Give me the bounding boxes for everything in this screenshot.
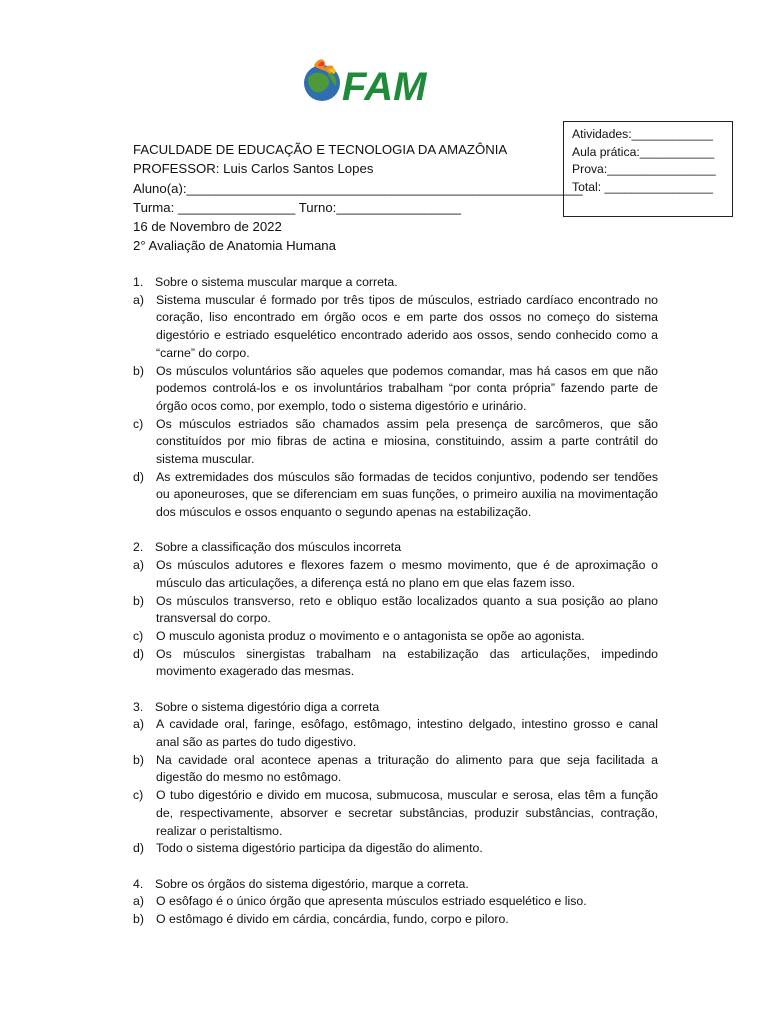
option-text: Os músculos adutores e flexores fazem o mesmo movimento, que é de aproximação o músculo das articulações, a diferença está no plano em que elas fazem isso.: [156, 558, 658, 590]
question-2: [133, 539, 658, 681]
grade-activities: Atividades:____________: [572, 127, 713, 141]
grade-box: [563, 121, 733, 217]
student-line: Aluno(a):______________________________________________________: [133, 180, 583, 196]
option-d: [133, 469, 658, 522]
question-title: [133, 699, 658, 717]
option-c: [133, 416, 658, 469]
option-d: [133, 646, 658, 681]
option-c: [133, 628, 658, 646]
college-logo: [298, 56, 468, 108]
grade-practical: Aula prática:___________: [572, 144, 715, 159]
question-title: [133, 876, 658, 894]
option-text: Os músculos estriados são chamados assim pela presença de sarcômeros, que são constituídos por mio fibras de actina e miosina, constituindo, assim a parte contrátil do sistema muscular.: [156, 416, 658, 467]
question-text: Sobre a classificação dos músculos incorreta: [155, 540, 402, 555]
option-d: [133, 840, 658, 858]
option-label: b): [133, 752, 144, 767]
option-text: Os músculos voluntários são aqueles que podemos comandar, mas há casos em que não podemos controlá-los e os involuntários trabalham “por conta própria” fazendo parte de órgão ocos como, por exemplo, todo o sistema digestório e urinário.: [156, 363, 658, 413]
question-text: Sobre os órgãos do sistema digestório, marque a correta.: [155, 876, 469, 891]
option-label: d): [133, 841, 144, 856]
option-label: a): [133, 717, 144, 732]
option-a: [133, 557, 658, 592]
option-text: Sistema muscular é formado por três tipos de músculos, estriado cardíaco encontrado no coração, liso encontrado em órgão ocos e em parte dos ossos no começo do sistema digestório e estriado esquelético encontrado aderido aos ossos, sendo conhecido como a “carne” do corpo.: [156, 292, 658, 360]
option-label: c): [133, 628, 144, 643]
exam-title: 2° Avaliação de Anatomia Humana: [133, 238, 336, 254]
option-b: [133, 911, 658, 929]
option-b: [133, 363, 658, 416]
option-text: Na cavidade oral acontece apenas a trituração do alimento para que seja facilitada a digestão do mesmo no estômago.: [156, 752, 658, 785]
question-text: Sobre o sistema muscular marque a correta.: [155, 275, 398, 289]
question-number: 3.: [133, 699, 144, 714]
option-text: Os músculos sinergistas trabalham na estabilização das articulações, impedindo movimento exagerado das mesmas.: [156, 646, 658, 679]
question-title: [133, 539, 658, 557]
option-label: c): [133, 788, 144, 803]
question-title: [133, 274, 658, 292]
option-a: [133, 292, 658, 363]
exam-header: [133, 140, 583, 256]
option-text: As extremidades dos músculos são formadas de tecidos conjuntivo, podendo ser tendões ou aponeuroses, que se diferenciam em suas funções, o primeiro auxilia na movimentação dos músculos e ossos enquanto o segundo apenas na estabilização.: [156, 469, 658, 520]
question-4: [133, 876, 658, 929]
option-text: O musculo agonista produz o movimento e o antagonista se opõe ao agonista.: [156, 628, 585, 643]
option-text: O esôfago é o único órgão que apresenta músculos estriado esquelético e liso.: [156, 894, 587, 909]
professor-line: PROFESSOR: Luis Carlos Santos Lopes: [133, 161, 374, 177]
class-shift-line: Turma: ________________ Turno:_________________: [133, 199, 462, 215]
logo-text: FAM: [342, 65, 427, 108]
question-number: 4.: [133, 876, 144, 891]
exam-date: 16 de Novembro de 2022: [133, 219, 282, 235]
option-text: O tubo digestório e divido em mucosa, submucosa, muscular e serosa, elas têm a função de, respectivamente, absorver e secretar substâncias, produzir substâncias, contração, realizar o peristaltismo.: [156, 788, 658, 838]
option-text: Todo o sistema digestório participa da digestão do alimento.: [156, 841, 483, 856]
option-label: a): [133, 894, 144, 909]
option-text: Os músculos transverso, reto e obliquo estão localizados quanto a sua posição ao plano transversal do corpo.: [156, 593, 658, 626]
grade-exam: Prova:________________: [572, 162, 716, 177]
option-label: d): [133, 646, 144, 661]
option-label: b): [133, 911, 144, 926]
question-text: Sobre o sistema digestório diga a correta: [155, 699, 380, 714]
option-label: b): [133, 593, 144, 608]
option-a: [133, 716, 658, 751]
option-label: a): [133, 292, 144, 307]
option-text: A cavidade oral, faringe, esôfago, estômago, intestino delgado, intestino grosso e canal anal são as partes do tudo digestivo.: [156, 717, 658, 750]
option-b: [133, 752, 658, 787]
option-text: O estômago é divido em cárdia, concárdia, fundo, corpo e piloro.: [156, 911, 509, 926]
question-number: 2.: [133, 540, 144, 555]
option-label: a): [133, 558, 144, 573]
option-label: d): [133, 469, 144, 484]
grade-total: Total: ________________: [572, 179, 713, 194]
question-list: [133, 274, 658, 946]
question-number: 1.: [133, 275, 144, 289]
option-c: [133, 787, 658, 840]
question-1: [133, 274, 658, 522]
question-3: [133, 699, 658, 858]
option-label: c): [133, 416, 144, 431]
option-a: [133, 893, 658, 911]
institution-name: FACULDADE DE EDUCAÇÃO E TECNOLOGIA DA AMAZÔNIA: [133, 142, 508, 157]
option-b: [133, 593, 658, 628]
option-label: b): [133, 363, 144, 378]
